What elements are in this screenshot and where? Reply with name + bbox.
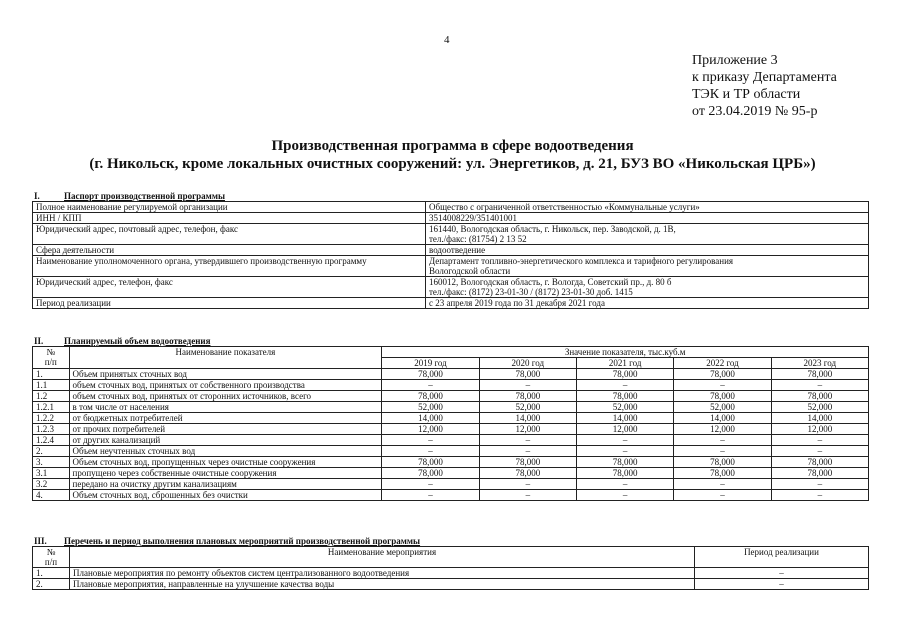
row-value: 14,000 (382, 413, 479, 424)
row-value: 78,000 (479, 468, 576, 479)
row-value: 12,000 (771, 424, 868, 435)
row-value: 78,000 (771, 369, 868, 380)
table-row (33, 490, 869, 501)
row-number: 1.2.3 (33, 424, 70, 435)
row-number: 4. (33, 490, 70, 501)
row-value: – (674, 446, 771, 457)
row-value: – (382, 479, 479, 490)
row-name: от прочих потребителей (69, 424, 382, 435)
row-value: 52,000 (479, 402, 576, 413)
year-header: 2023 год (771, 358, 868, 369)
row-name: Плановые мероприятия, направленные на улучшение качества воды (70, 579, 695, 590)
row-name: объем сточных вод, принятых от сторонних источников, всего (69, 391, 382, 402)
row-number: 1.2.4 (33, 435, 70, 446)
row-value: 14,000 (771, 413, 868, 424)
row-value: 78,000 (576, 369, 673, 380)
passport-label: Сфера деятельности (33, 245, 426, 256)
row-number: 1. (33, 568, 70, 579)
passport-label: Наименование уполномоченного органа, утвердившего производственную программу (33, 256, 426, 277)
row-value: 12,000 (674, 424, 771, 435)
table-header-row (33, 347, 869, 358)
row-period: – (695, 579, 869, 590)
row-value: 78,000 (382, 391, 479, 402)
measures-table-body (33, 568, 869, 590)
table-row (33, 413, 869, 424)
row-number: 3. (33, 457, 70, 468)
row-name: передано на очистку другим канализациям (69, 479, 382, 490)
table-row (33, 277, 869, 298)
passport-value: 3514008229/351401001 (426, 213, 869, 224)
row-value: 52,000 (674, 402, 771, 413)
row-value: 52,000 (576, 402, 673, 413)
row-number: 1. (33, 369, 70, 380)
passport-label: Период реализации (33, 298, 426, 309)
appendix-line: ТЭК и ТР области (692, 87, 801, 102)
passport-value: Департамент топливно-энергетического комплекса и тарифного регулирования Вологодской области (426, 256, 869, 277)
row-name: Объем сточных вод, пропущенных через очистные сооружения (69, 457, 382, 468)
section-number: I. (34, 191, 40, 201)
table-row (33, 224, 869, 245)
table-row (33, 256, 869, 277)
row-value: 12,000 (479, 424, 576, 435)
table-row (33, 202, 869, 213)
row-value: 78,000 (674, 457, 771, 468)
row-value: 78,000 (674, 468, 771, 479)
page-number: 4 (444, 34, 450, 46)
col-name-header: Наименование мероприятия (70, 547, 695, 568)
row-value: – (576, 446, 673, 457)
row-number: 3.1 (33, 468, 70, 479)
passport-value: 160012, Вологодская область, г. Вологда, Советский пр., д. 80 б тел./факс: (8172) 23-01-30 / (8172) 23-01-30 доб. 1415 (426, 277, 869, 298)
row-number: 2. (33, 579, 70, 590)
row-value: 78,000 (771, 468, 868, 479)
row-number: 1.1 (33, 380, 70, 391)
row-value: – (479, 380, 576, 391)
row-value: 14,000 (576, 413, 673, 424)
row-value: 78,000 (674, 369, 771, 380)
table-row (33, 457, 869, 468)
row-number: 2. (33, 446, 70, 457)
row-name: объем сточных вод, принятых от собственного производства (69, 380, 382, 391)
volume-table-body (33, 369, 869, 501)
section-number: III. (34, 536, 47, 546)
year-header: 2022 год (674, 358, 771, 369)
row-value: 14,000 (674, 413, 771, 424)
appendix-line: от 23.04.2019 № 95-р (692, 104, 818, 119)
row-value: – (479, 435, 576, 446)
row-number: 1.2.1 (33, 402, 70, 413)
row-value: 78,000 (382, 457, 479, 468)
col-value-header: Значение показателя, тыс.куб.м (382, 347, 869, 358)
passport-value: 161440, Вологодская область, г. Никольск, пер. Заводской, д. 1В, тел./факс: (81754) 2 13 52 (426, 224, 869, 245)
year-header: 2020 год (479, 358, 576, 369)
row-name: в том числе от населения (69, 402, 382, 413)
row-value: – (674, 380, 771, 391)
table-row (33, 402, 869, 413)
row-value: – (479, 446, 576, 457)
table-row (33, 424, 869, 435)
table-row (33, 446, 869, 457)
appendix-line: к приказу Департамента (692, 70, 837, 85)
row-value: 78,000 (771, 457, 868, 468)
passport-label: ИНН / КПП (33, 213, 426, 224)
passport-label: Юридический адрес, телефон, факс (33, 277, 426, 298)
col-period-header: Период реализации (695, 547, 869, 568)
passport-value: Общество с ограниченной ответственностью «Коммунальные услуги» (426, 202, 869, 213)
row-value: 78,000 (479, 457, 576, 468)
row-name: Объем принятых сточных вод (69, 369, 382, 380)
col-num-header: № п/п (33, 547, 70, 568)
row-value: 52,000 (771, 402, 868, 413)
row-name: Объем сточных вод, сброшенных без очистки (69, 490, 382, 501)
year-header: 2021 год (576, 358, 673, 369)
row-value: – (674, 479, 771, 490)
passport-value: водоотведение (426, 245, 869, 256)
row-value: – (771, 479, 868, 490)
row-value: – (382, 380, 479, 391)
table-row (33, 435, 869, 446)
row-value: – (382, 446, 479, 457)
row-value: – (576, 435, 673, 446)
section-1-heading (34, 191, 225, 201)
row-value: 78,000 (771, 391, 868, 402)
row-name: пропущено через собственные очистные сооружения (69, 468, 382, 479)
year-header: 2019 год (382, 358, 479, 369)
row-value: – (674, 490, 771, 501)
row-value: – (479, 479, 576, 490)
row-value: 78,000 (576, 391, 673, 402)
row-number: 1.2.2 (33, 413, 70, 424)
row-value: 78,000 (382, 468, 479, 479)
row-value: – (674, 435, 771, 446)
section-2-heading (34, 336, 210, 346)
table-row (33, 213, 869, 224)
row-value: – (771, 446, 868, 457)
row-value: 78,000 (479, 391, 576, 402)
section-caption: Планируемый объем водоотведения (64, 336, 211, 346)
row-period: – (695, 568, 869, 579)
table-row (33, 369, 869, 380)
document-title: Производственная программа в сфере водоотведения (271, 138, 634, 154)
table-row (33, 298, 869, 309)
document-subtitle: (г. Никольск, кроме локальных очистных сооружений: ул. Энергетиков, д. 21, БУЗ ВО «Никольская ЦРБ») (89, 156, 816, 172)
passport-label: Юридический адрес, почтовый адрес, телефон, факс (33, 224, 426, 245)
table-header-row (33, 547, 869, 568)
row-value: 78,000 (382, 369, 479, 380)
table-row (33, 568, 869, 579)
row-name: от бюджетных потребителей (69, 413, 382, 424)
row-value: – (771, 490, 868, 501)
table-row (33, 391, 869, 402)
appendix-block (692, 52, 837, 120)
row-name: Плановые мероприятия по ремонту объектов систем централизованного водоотведения (70, 568, 695, 579)
table-row (33, 380, 869, 391)
section-number: II. (34, 336, 44, 346)
passport-label: Полное наименование регулируемой организации (33, 202, 426, 213)
row-value: 78,000 (674, 391, 771, 402)
row-value: – (576, 490, 673, 501)
section-caption: Паспорт производственной программы (64, 191, 225, 201)
row-value: – (479, 490, 576, 501)
row-name: от других канализаций (69, 435, 382, 446)
measures-table (32, 546, 869, 590)
table-row (33, 579, 869, 590)
row-value: 78,000 (576, 457, 673, 468)
row-value: – (382, 435, 479, 446)
table-row (33, 479, 869, 490)
row-value: 52,000 (382, 402, 479, 413)
row-value: – (576, 479, 673, 490)
section-caption: Перечень и период выполнения плановых мероприятий производственной программы (64, 536, 421, 546)
passport-table (32, 201, 869, 309)
row-value: – (771, 435, 868, 446)
row-value: 12,000 (576, 424, 673, 435)
table-row (33, 245, 869, 256)
volume-table (32, 346, 869, 501)
row-number: 3.2 (33, 479, 70, 490)
col-name-header: Наименование показателя (69, 347, 382, 369)
table-row (33, 468, 869, 479)
row-number: 1.2 (33, 391, 70, 402)
col-num-header: № п/п (33, 347, 70, 369)
row-value: – (771, 380, 868, 391)
row-value: 78,000 (576, 468, 673, 479)
section-3-heading (34, 536, 420, 546)
row-value: 78,000 (479, 369, 576, 380)
appendix-line: Приложение 3 (692, 53, 778, 68)
row-value: – (382, 490, 479, 501)
row-value: 14,000 (479, 413, 576, 424)
row-value: – (576, 380, 673, 391)
row-value: 12,000 (382, 424, 479, 435)
passport-value: с 23 апреля 2019 года по 31 декабря 2021 года (426, 298, 869, 309)
row-name: Объем неучтенных сточных вод (69, 446, 382, 457)
